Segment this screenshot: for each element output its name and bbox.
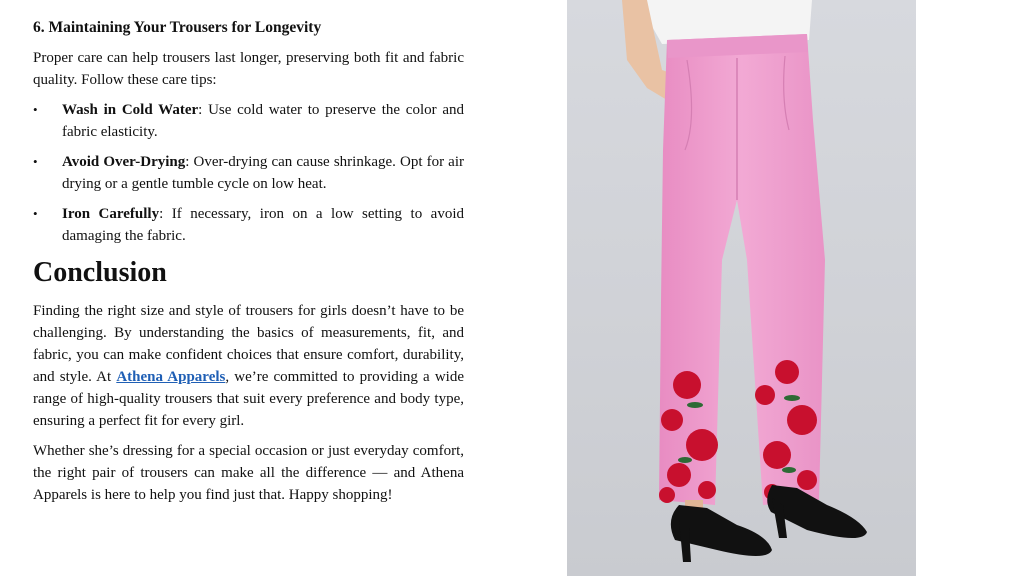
conclusion-heading: Conclusion (33, 257, 167, 288)
athena-apparels-link[interactable]: Athena Apparels (116, 369, 226, 385)
tip-title: Iron Carefully (62, 206, 160, 222)
pink-trousers-illustration (567, 0, 916, 576)
list-item (33, 203, 464, 247)
tip-title: Avoid Over-Drying (62, 154, 186, 170)
tip-title: Wash in Cold Water (62, 102, 199, 118)
conclusion-text-start: Finding the right size and style of trousers for girls doesn’t have to be challenging. By understanding the basics of measurements, fit, and fabric, you can make confident choices that ensure comfort, durability, and style. At (33, 303, 464, 385)
bullet-icon: • (33, 102, 38, 117)
tip-text: : Over-drying can cause shrinkage. Opt for air drying or a gentle tumble cycle on low heat. (62, 154, 465, 192)
conclusion-text-end: , we’re committed to providing a wide range of high-quality trousers that suit every preference and body type, ensuring a perfect fit for every girl. (33, 369, 464, 429)
list-item (33, 151, 464, 195)
article-body (33, 14, 464, 506)
section-heading: 6. Maintaining Your Trousers for Longevity (33, 19, 322, 36)
closing-paragraph: Whether she’s dressing for a special occasion or just everyday comfort, the right pair of trousers can make all the difference — and Athena Apparels is here to help you find just that. Happy shopping! (33, 443, 464, 503)
care-tips-list (33, 99, 464, 247)
tip-text: : Use cold water to preserve the color and fabric elasticity. (62, 102, 465, 140)
conclusion-paragraph (33, 300, 464, 432)
product-photo (567, 0, 916, 576)
section-intro: Proper care can help trousers last longer, preserving both fit and fabric quality. Follow these care tips: (33, 50, 464, 88)
bullet-icon: • (33, 154, 38, 169)
bullet-icon: • (33, 206, 38, 221)
tip-text: : If necessary, iron on a low setting to avoid damaging the fabric. (62, 206, 464, 244)
list-item (33, 99, 464, 143)
